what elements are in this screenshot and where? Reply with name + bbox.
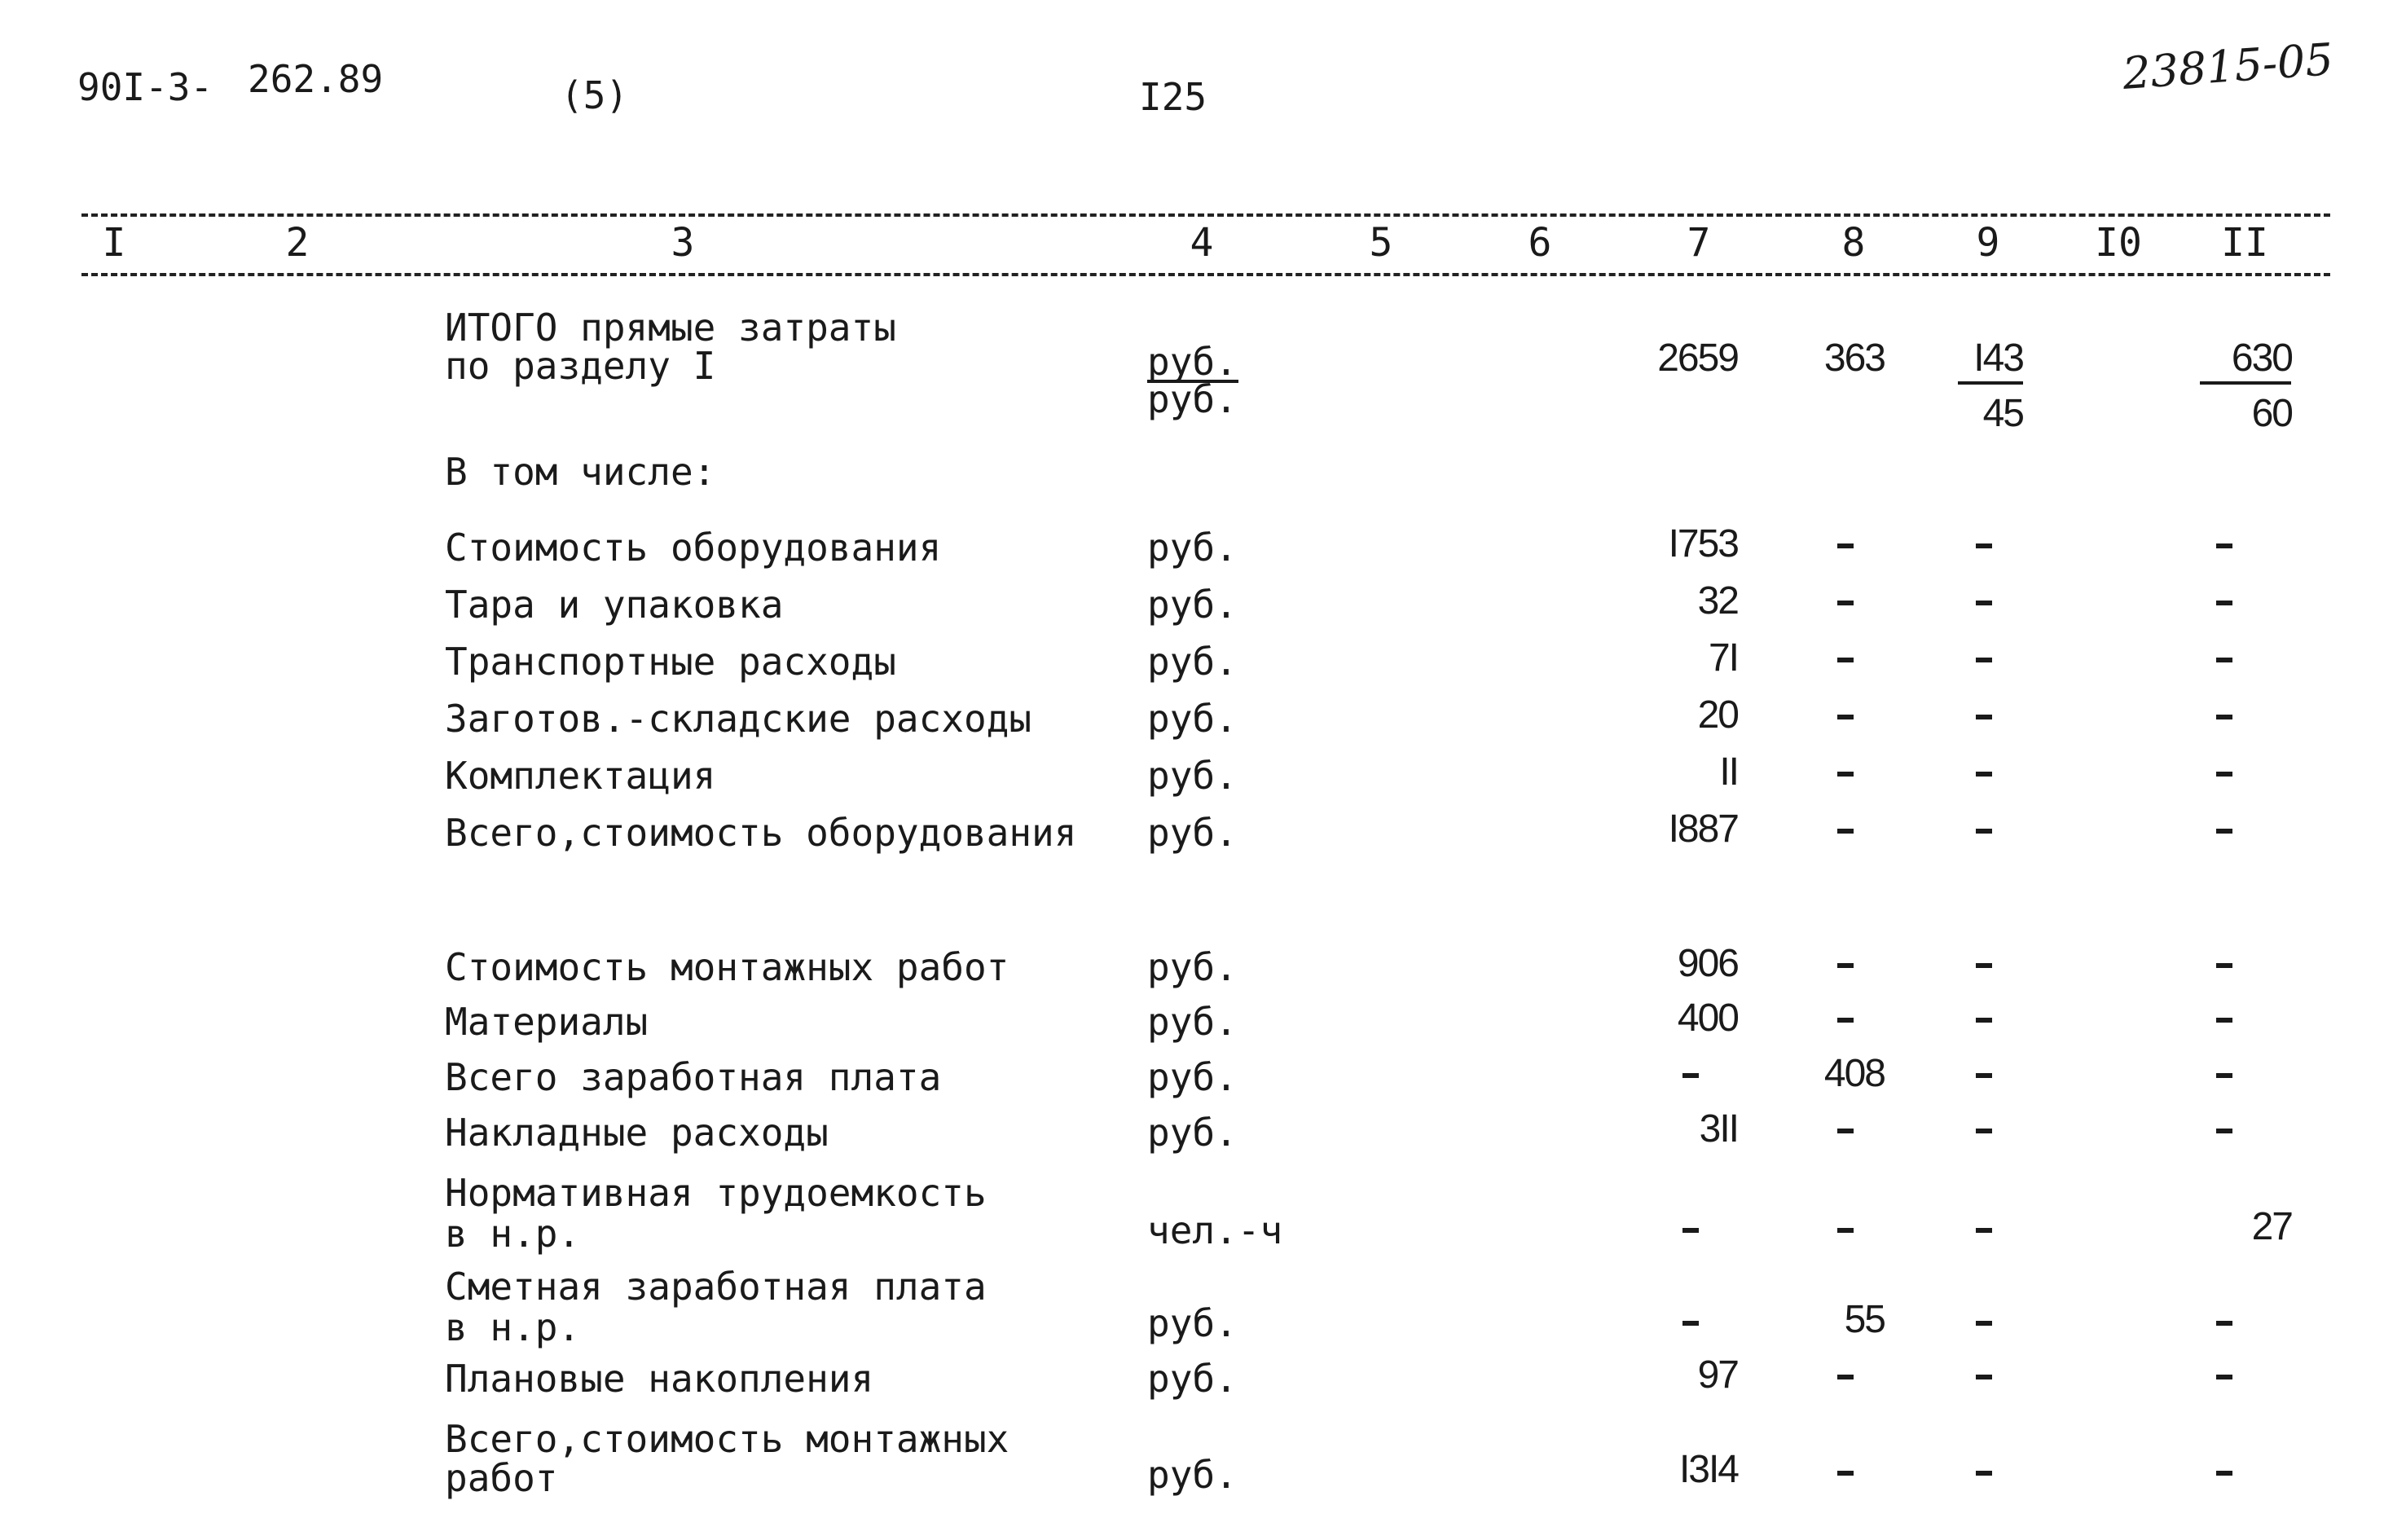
column-number-2: 2 bbox=[285, 220, 310, 266]
row-unit: руб. bbox=[1147, 1111, 1238, 1155]
row-col9-dash bbox=[1976, 1375, 1992, 1379]
row-label: Тара и упаковка bbox=[445, 583, 784, 627]
row-unit: чел.-ч bbox=[1147, 1208, 1283, 1252]
row-col7: 906 bbox=[1677, 942, 1738, 985]
row-unit: руб. bbox=[1147, 1055, 1238, 1099]
row-col9-dash bbox=[1976, 1228, 1992, 1233]
row-col9-dash bbox=[1976, 601, 1992, 605]
row-col11-dash bbox=[2216, 658, 2232, 662]
row-col9-dash bbox=[1976, 829, 1992, 834]
row-unit: руб. bbox=[1147, 754, 1238, 798]
row-col8-dash bbox=[1837, 829, 1854, 834]
row-col8-dash bbox=[1837, 1018, 1854, 1023]
row-col7-dash bbox=[1682, 1073, 1699, 1078]
row-col9-dash bbox=[1976, 1018, 1992, 1023]
column-number-1: I bbox=[102, 220, 126, 266]
row-label-line2: работ bbox=[445, 1456, 558, 1500]
row-unit: руб. bbox=[1147, 640, 1238, 684]
row-col7: 32 bbox=[1697, 579, 1738, 623]
row-label: Плановые накопления bbox=[445, 1357, 874, 1401]
header-rule-top bbox=[81, 213, 2330, 217]
row-label: Стоимость оборудования bbox=[445, 526, 942, 570]
row-label-line2: в н.р. bbox=[445, 1212, 581, 1256]
part-number: (5) bbox=[561, 73, 629, 117]
row-unit: руб. bbox=[1147, 1000, 1238, 1044]
row-col8-dash bbox=[1837, 1375, 1854, 1379]
row-col8-dash bbox=[1837, 1228, 1854, 1233]
archive-stamp: 23815-05 bbox=[2121, 33, 2335, 99]
total-unit-top: руб. bbox=[1147, 340, 1238, 384]
row-unit: руб. bbox=[1147, 1301, 1238, 1345]
total-col11-fraction-line bbox=[2200, 381, 2291, 385]
including-label: В том числе: bbox=[445, 450, 716, 494]
total-unit-bottom: руб. bbox=[1147, 377, 1238, 421]
row-col11-dash bbox=[2216, 715, 2232, 719]
row-col7-dash bbox=[1682, 1228, 1699, 1233]
row-col7: 97 bbox=[1697, 1353, 1738, 1397]
row-col9-dash bbox=[1976, 772, 1992, 777]
column-number-5: 5 bbox=[1369, 220, 1393, 266]
total-col11-top: 630 bbox=[2231, 337, 2292, 380]
column-number-9: 9 bbox=[1976, 220, 2000, 266]
total-col9-fraction-line bbox=[1958, 381, 2023, 385]
row-col8-dash bbox=[1837, 1471, 1854, 1476]
column-number-10: I0 bbox=[2095, 220, 2142, 266]
row-unit: руб. bbox=[1147, 583, 1238, 627]
document-number: 262.89 bbox=[248, 57, 384, 101]
row-col7: II bbox=[1719, 750, 1738, 794]
row-col9-dash bbox=[1976, 1073, 1992, 1078]
row-label-line2: в н.р. bbox=[445, 1305, 581, 1349]
row-label: Всего заработная плата bbox=[445, 1055, 942, 1099]
row-unit: руб. bbox=[1147, 1453, 1238, 1497]
row-label: Всего,стоимость оборудования bbox=[445, 811, 1077, 855]
total-label-line2: по разделу I bbox=[445, 344, 716, 388]
row-label-line1: Нормативная трудоемкость bbox=[445, 1171, 987, 1215]
row-col9-dash bbox=[1976, 658, 1992, 662]
row-label: Комплектация bbox=[445, 754, 716, 798]
column-number-7: 7 bbox=[1687, 220, 1711, 266]
row-col8-dash bbox=[1837, 715, 1854, 719]
row-col9-dash bbox=[1976, 715, 1992, 719]
row-unit: руб. bbox=[1147, 1357, 1238, 1401]
total-col11-bottom: 60 bbox=[2251, 392, 2292, 435]
row-col11-dash bbox=[2216, 963, 2232, 968]
row-col7: 400 bbox=[1677, 997, 1738, 1040]
total-col9-bottom: 45 bbox=[1982, 392, 2023, 435]
row-col9-dash bbox=[1976, 543, 1992, 548]
row-col8-dash bbox=[1837, 601, 1854, 605]
column-number-4: 4 bbox=[1190, 220, 1214, 266]
row-col8: 408 bbox=[1823, 1052, 1885, 1095]
row-unit: руб. bbox=[1147, 697, 1238, 741]
row-col11-dash bbox=[2216, 601, 2232, 605]
column-number-3: 3 bbox=[671, 220, 695, 266]
total-label-line1: ИТОГО прямые затраты bbox=[445, 306, 896, 350]
row-col8-dash bbox=[1837, 543, 1854, 548]
row-col9-dash bbox=[1976, 1471, 1992, 1476]
total-col8: 363 bbox=[1823, 337, 1885, 380]
column-number-11: II bbox=[2221, 220, 2268, 266]
column-number-8: 8 bbox=[1841, 220, 1866, 266]
row-label: Транспортные расходы bbox=[445, 640, 896, 684]
row-col7: 3II bbox=[1699, 1107, 1738, 1151]
row-label: Стоимость монтажных работ bbox=[445, 945, 1009, 989]
row-label-line1: Сметная заработная плата bbox=[445, 1265, 987, 1309]
row-col7: I3I4 bbox=[1678, 1448, 1738, 1491]
row-col9-dash bbox=[1976, 1129, 1992, 1133]
row-label: Заготов.-складские расходы bbox=[445, 697, 1032, 741]
row-col7: 7I bbox=[1708, 636, 1738, 680]
row-col11-dash bbox=[2216, 772, 2232, 777]
column-number-6: 6 bbox=[1528, 220, 1552, 266]
row-col8-dash bbox=[1837, 1129, 1854, 1133]
row-label: Накладные расходы bbox=[445, 1111, 829, 1155]
total-col9-top: I43 bbox=[1973, 337, 2023, 380]
row-col9-dash bbox=[1976, 963, 1992, 968]
row-col8-dash bbox=[1837, 658, 1854, 662]
row-label: Материалы bbox=[445, 1000, 649, 1044]
row-col11-dash bbox=[2216, 829, 2232, 834]
row-col11-dash bbox=[2216, 1018, 2232, 1023]
row-unit: руб. bbox=[1147, 945, 1238, 989]
row-col11-dash bbox=[2216, 1471, 2232, 1476]
total-col7: 2659 bbox=[1657, 337, 1738, 380]
row-unit: руб. bbox=[1147, 526, 1238, 570]
row-col7: I887 bbox=[1668, 807, 1738, 851]
row-col11-dash bbox=[2216, 543, 2232, 548]
row-col11-dash bbox=[2216, 1129, 2232, 1133]
row-col9-dash bbox=[1976, 1321, 1992, 1326]
row-col8-dash bbox=[1837, 772, 1854, 777]
page-number: I25 bbox=[1139, 75, 1207, 119]
row-col7: I753 bbox=[1668, 522, 1738, 565]
row-col11-dash bbox=[2216, 1375, 2232, 1379]
row-col11-dash bbox=[2216, 1073, 2232, 1078]
header-rule-bottom bbox=[81, 273, 2330, 276]
row-unit: руб. bbox=[1147, 811, 1238, 855]
row-label-line1: Всего,стоимость монтажных bbox=[445, 1417, 1009, 1461]
row-col7: 20 bbox=[1697, 693, 1738, 737]
row-col8: 55 bbox=[1844, 1298, 1885, 1341]
row-col11: 27 bbox=[2251, 1205, 2292, 1248]
document-code: 90I-3- bbox=[77, 65, 213, 109]
row-col7-dash bbox=[1682, 1321, 1699, 1326]
row-col11-dash bbox=[2216, 1321, 2232, 1326]
row-col8-dash bbox=[1837, 963, 1854, 968]
